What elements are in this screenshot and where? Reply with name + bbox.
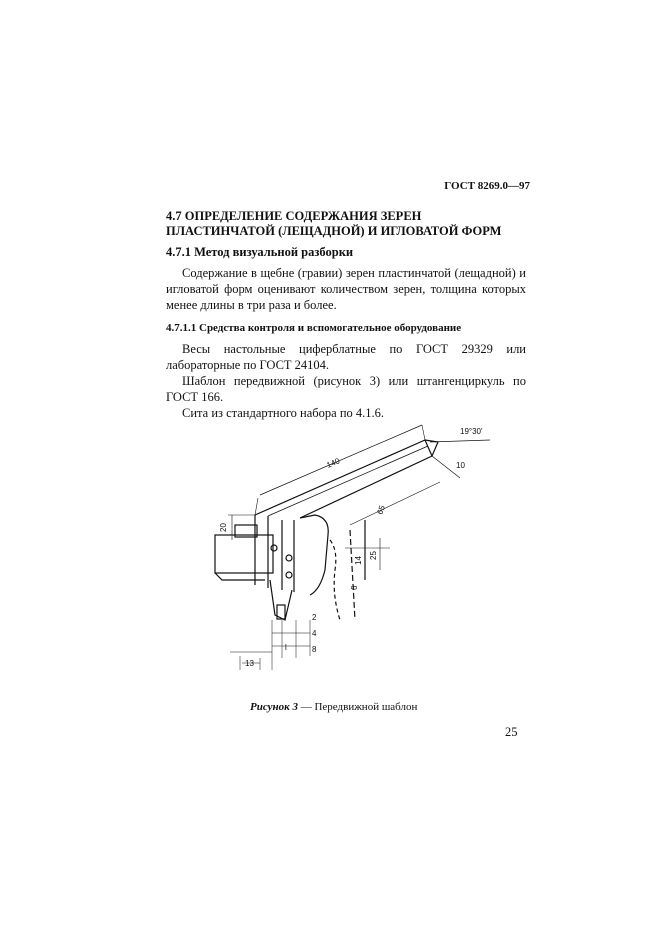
caption-dash: — (297, 701, 315, 713)
body-paragraph: Содержание в щебне (гравии) зерен пластинчатой (лещадной) и игловатой форм оценивают количеством зерен, толщина которых менее длины в три раза и более. (166, 266, 526, 312)
subsubsection-heading: 4.7.1.1 Средства контроля и вспомогательное оборудование (166, 322, 462, 334)
caption-label: Рисунок 3 (250, 701, 298, 713)
caption-text: Передвижной шаблон (314, 701, 418, 713)
dim-25: 25 (369, 551, 378, 560)
list-item: Весы настольные циферблатные по ГОСТ 29329 или лабораторные по ГОСТ 24104. (166, 342, 526, 372)
section-heading: 4.7 ОПРЕДЕЛЕНИЕ СОДЕРЖАНИЯ ЗЕРЕН ПЛАСТИНЧАТОЙ (ЛЕЩАДНОЙ) И ИГЛОВАТОЙ ФОРМ (166, 209, 502, 238)
dim-6: 6 (350, 585, 359, 590)
dim-4: 4 (312, 629, 317, 638)
equipment-list (166, 341, 526, 421)
template-drawing (160, 420, 520, 690)
dim-65: 65 (375, 504, 387, 516)
dim-13: 13 (245, 659, 254, 668)
figure-caption (250, 701, 417, 713)
dim-8: 8 (312, 645, 317, 654)
subsection-heading: 4.7.1 Метод визуальной разборки (166, 245, 354, 259)
dim-140: 140 (325, 456, 342, 470)
drawing-svg (160, 420, 520, 690)
dim-20: 20 (219, 523, 228, 532)
page-number: 25 (505, 725, 518, 739)
dim-10: 10 (456, 461, 465, 470)
dim-2: 2 (312, 613, 317, 622)
dim-l: l (285, 643, 287, 652)
dim-14: 14 (354, 556, 363, 565)
list-item: Сита из стандартного набора по 4.1.6. (182, 406, 385, 420)
list-item: Шаблон передвижной (рисунок 3) или штангенциркуль по ГОСТ 166. (166, 374, 526, 404)
dim-angle: 19°30' (460, 427, 483, 436)
document-code: ГОСТ 8269.0—97 (444, 180, 530, 192)
